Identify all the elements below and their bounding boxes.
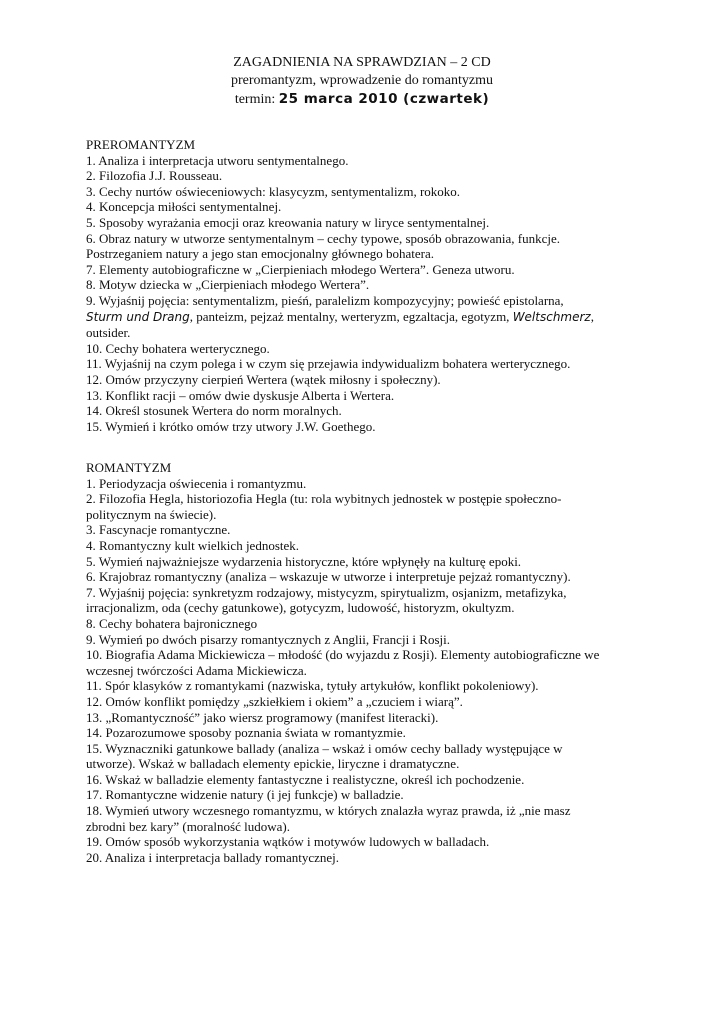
list-item: 11. Wyjaśnij na czym polega i w czym się przejawia indywidualizm bohatera werterycznego.	[86, 356, 571, 372]
document-header	[0, 54, 724, 109]
list-item: 5. Wymień najważniejsze wydarzenia historyczne, które wpłynęły na kulturę epoki.	[86, 553, 522, 569]
term-line	[0, 90, 724, 109]
list-item: 9. Wyjaśnij pojęcia: sentymentalizm, pieśń, paralelizm kompozycyjny; powieść epistolarna,	[86, 292, 564, 308]
list-item-continuation: outsider.	[86, 325, 131, 341]
list-item: 9. Wymień po dwóch pisarzy romantycznych z Anglii, Francji i Rosji.	[86, 631, 450, 647]
section-heading: PREROMANTYZM	[86, 137, 196, 152]
list-item-continuation	[86, 309, 646, 326]
list-item: 1. Analiza i interpretacja utworu sentymentalnego.	[86, 152, 349, 168]
list-item: 10. Biografia Adama Mickiewicza – młodość (do wyjazdu z Rosji). Elementy autobiograficzne we	[86, 647, 600, 663]
list-item: 11. Spór klasyków z romantykami (nazwiska, tytuły artykułów, konflikt pokoleniowy).	[86, 678, 539, 694]
term-label: termin:	[234, 92, 276, 107]
list-item-continuation: politycznym na świecie).	[86, 506, 217, 522]
list-item: 12. Omów konflikt pomiędzy „szkiełkiem i okiem” a „czuciem i wiarą”.	[86, 693, 463, 709]
list-item-continuation: irracjonalizm, oda (cechy gatunkowe), gotycyzm, ludowość, historyzm, okultyzm.	[86, 600, 515, 616]
section-preromantyzm	[86, 137, 646, 434]
list-item: 8. Cechy bohatera bajronicznego	[86, 615, 258, 631]
section-romantyzm	[86, 460, 646, 865]
list-item: 4. Koncepcja miłości sentymentalnej.	[86, 199, 282, 215]
list-item-continuation: wczesnej twórczości Adama Mickiewicza.	[86, 662, 307, 678]
list-item: 13. „Romantyczność” jako wiersz programowy (manifest literacki).	[86, 709, 439, 725]
list-item: 18. Wymień utwory wczesnego romantyzmu, w których znalazła wyraz prawda, iż „nie masz	[86, 803, 571, 819]
list-item: 14. Określ stosunek Wertera do norm moralnych.	[86, 403, 342, 419]
list-item: 15. Wymień i krótko omów trzy utwory J.W. Goethego.	[86, 418, 376, 434]
list-item: 7. Elementy autobiograficzne w „Cierpieniach młodego Wertera”. Geneza utworu.	[86, 261, 515, 277]
list-item: 3. Fascynacje romantyczne.	[86, 522, 231, 538]
list-item: 2. Filozofia J.J. Rousseau.	[86, 168, 223, 184]
term-weltschmerz: Weltschmerz	[512, 309, 591, 324]
list-item: 8. Motyw dziecka w „Cierpieniach młodego Wertera”.	[86, 277, 370, 293]
list-item: 2. Filozofia Hegla, historiozofia Hegla (tu: rola wybitnych jednostek w postępie społeczno-	[86, 491, 562, 507]
list-item: 1. Periodyzacja oświecenia i romantyzmu.	[86, 475, 307, 491]
term-sturm-und-drang: Sturm und Drang	[86, 309, 190, 324]
list-item: 13. Konflikt racji – omów dwie dyskusje Alberta i Wertera.	[86, 387, 395, 403]
list-item: 10. Cechy bohatera werterycznego.	[86, 340, 270, 356]
list-item: 12. Omów przyczyny cierpień Wertera (wątek miłosny i społeczny).	[86, 371, 441, 387]
list-item: 4. Romantyczny kult wielkich jednostek.	[86, 537, 300, 553]
terms-text: , panteizm, pejzaż mentalny, werteryzm, egzaltacja, egotyzm,	[189, 308, 513, 324]
list-item-continuation: zbrodni bez kary” (moralność ludowa).	[86, 818, 290, 834]
document-subtitle: preromantyzm, wprowadzenie do romantyzmu	[230, 73, 494, 88]
terms-end: ,	[590, 308, 594, 324]
list-item: 16. Wskaż w balladzie elementy fantastyczne i realistyczne, określ ich pochodzenie.	[86, 771, 525, 787]
list-item: 6. Krajobraz romantyczny (analiza – wskazuje w utworze i interpretuje pejzaż romantyczny).	[86, 569, 571, 585]
term-date: 25 marca 2010 (czwartek)	[278, 91, 490, 107]
document-title: ZAGADNIENIA NA SPRAWDZIAN – 2 CD	[233, 55, 491, 70]
list-item: 15. Wyznaczniki gatunkowe ballady (analiza – wskaż i omów cechy ballady występujące w	[86, 740, 563, 756]
list-item-continuation: Postrzeganiem natury a jego stan emocjonalny głównego bohatera.	[86, 246, 435, 262]
section-heading: ROMANTYZM	[86, 460, 172, 475]
list-item: 5. Sposoby wyrażania emocji oraz kreowania natury w liryce sentymentalnej.	[86, 214, 490, 230]
list-item: 14. Pozarozumowe sposoby poznania świata w romantyzmie.	[86, 725, 406, 741]
list-item: 3. Cechy nurtów oświeceniowych: klasycyzm, sentymentalizm, rokoko.	[86, 183, 461, 199]
list-item: 17. Romantyczne widzenie natury (i jej funkcje) w balladzie.	[86, 787, 404, 803]
list-item: 6. Obraz natury w utworze sentymentalnym – cechy typowe, sposób obrazowania, funkcje.	[86, 230, 560, 246]
list-item-continuation: utworze). Wskaż w balladach elementy epickie, liryczne i dramatyczne.	[86, 756, 460, 772]
list-item: 7. Wyjaśnij pojęcia: synkretyzm rodzajowy, mistycyzm, spirytualizm, osjanizm, metafizyka,	[86, 584, 567, 600]
list-item: 20. Analiza i interpretacja ballady romantycznej.	[86, 849, 340, 865]
list-item: 19. Omów sposób wykorzystania wątków i motywów ludowych w balladach.	[86, 834, 490, 850]
